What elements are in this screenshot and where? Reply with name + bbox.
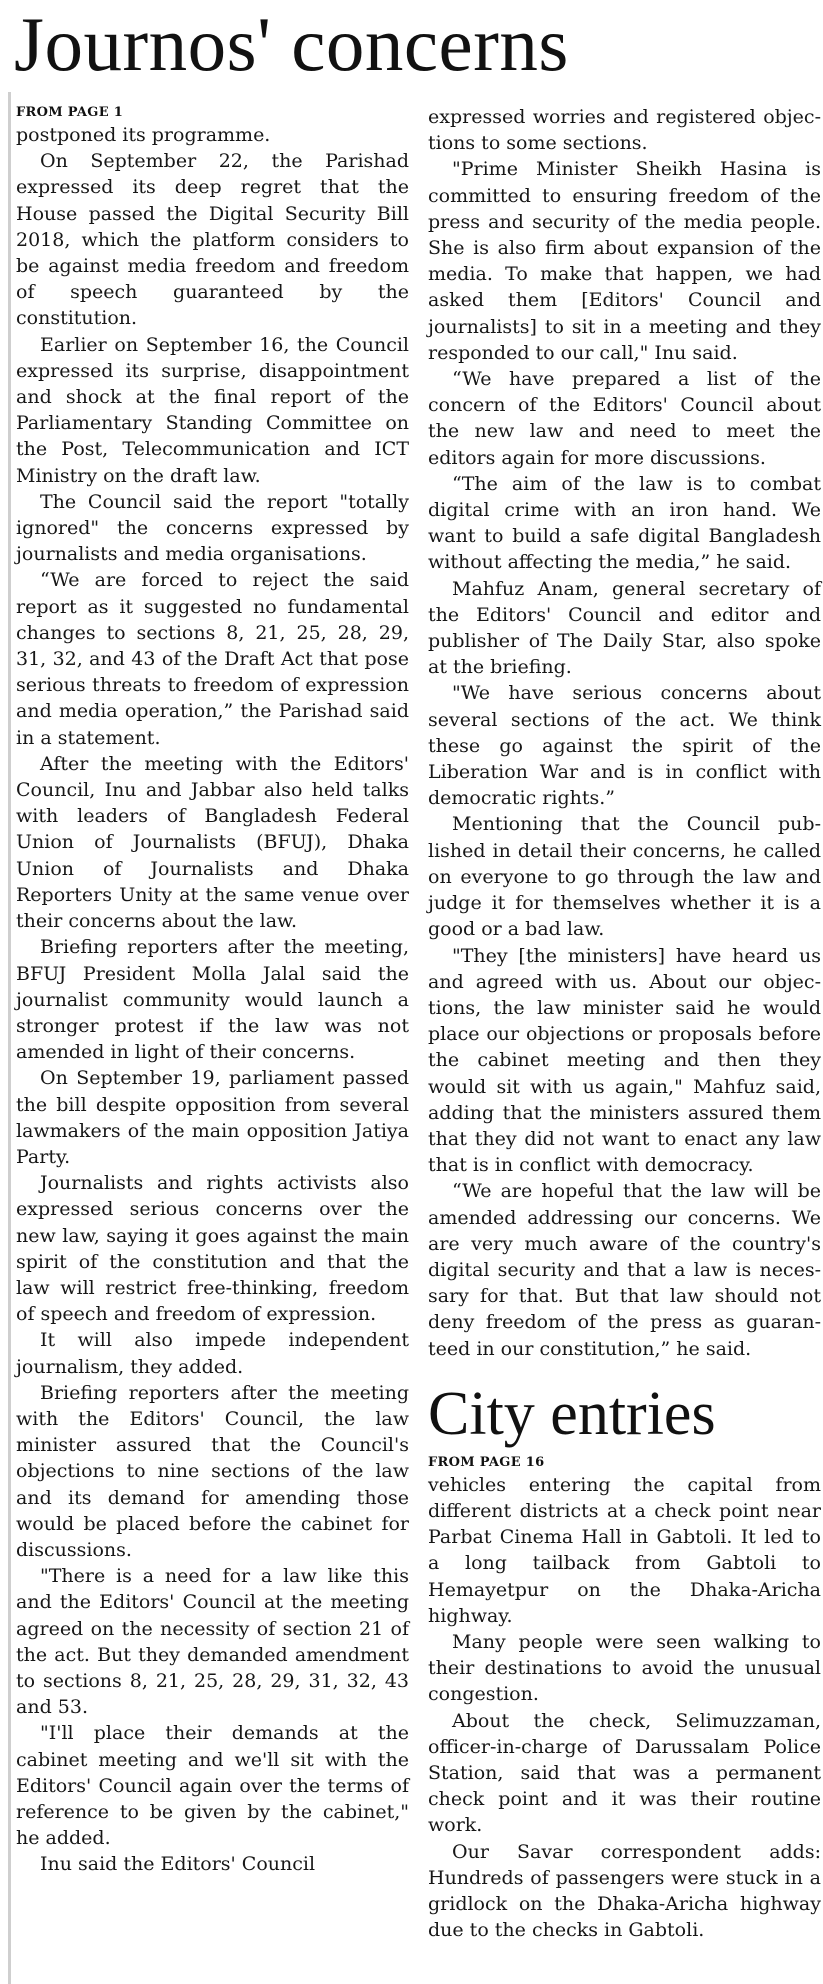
article-column-right xyxy=(428,104,821,1943)
paragraph: Many people were seen walking to their destinations to avoid the unusual congestion. xyxy=(428,1630,821,1706)
paragraph: Our Savar correspondent adds: Hundreds of passengers were stuck in a gridlock on the Dhaka-Aricha highway due to the checks in Gabtoli. xyxy=(428,1840,821,1942)
paragraph: “We are hopeful that the law will be amended addressing our concerns. We are very much aware of the country's digital security and that a law is necessary for that. But that law should not deny freedom of the press as guaranteed in our constitution,” he said. xyxy=(428,1180,821,1360)
headline-journos-concerns: Journos' concerns xyxy=(14,1,569,87)
paragraph: About the check, Selimuzzaman, officer-in-charge of Darussalam Police Station, said that was a permanent check point and it was their routine work. xyxy=(428,1709,821,1837)
paragraph: Journalists and rights activists also expressed serious concerns over the new law, saying it goes against the main spirit of the constitution and that the law will restrict free-thinking, freedom of speech and freedom of expression. xyxy=(16,1172,409,1326)
paragraph: “We are forced to reject the said report as it suggested no fundamental changes to sections 8, 21, 25, 28, 29, 31, 32, and 43 of the Draft Act that pose serious threats to freedom of expression and media operation,” the Parishad said in a statement. xyxy=(16,569,409,749)
paragraph: Inu said the Editors' Council xyxy=(40,1853,316,1876)
paragraph: The Council said the report "totally ignored" the concerns expressed by journalists and media organisations. xyxy=(16,490,409,566)
paragraph: Briefing reporters after the meeting, BFUJ President Molla Jalal said the journalist community would launch a stronger protest if the law was not amended in light of their concerns. xyxy=(16,936,409,1064)
paragraph: "We have serious concerns about several sections of the act. We think these go against the spirit of the Liberation War and is in conflict with democratic rights.” xyxy=(428,682,821,810)
paragraph: vehicles entering the capital from different districts at a check point near Parbat Cinema Hall in Gabtoli. It led to a long tailback from Gabtoli to Hemayetpur on the Dhaka-Aricha highway. xyxy=(428,1473,821,1627)
paragraph: "I'll place their demands at the cabinet meeting and we'll sit with the Editors' Council again over the terms of reference to be given by the cabinet," he added. xyxy=(16,1722,409,1850)
paragraph: It will also impede independent journalism, they added. xyxy=(16,1329,409,1378)
paragraph: “The aim of the law is to combat digital crime with an iron hand. We want to build a safe digital Bangladesh without affecting the media,” he said. xyxy=(428,472,821,574)
paragraph: "They [the ministers] have heard us and agreed with us. About our objections, the law minister said he would place our objections or proposals before the cabinet meeting and then they would sit with us again," Mahfuz said, adding that the ministers assured them that they did not want to enact any law that is in conflict with democracy. xyxy=(428,944,821,1177)
jump-line: FROM PAGE 16 xyxy=(428,1454,545,1470)
paragraph: "There is a need for a law like this and the Editors' Council at the meeting agreed on the necessity of section 21 of the act. But they demanded amendment to sections 8, 21, 25, 28, 29, 31, 32, 43 and 53. xyxy=(16,1565,409,1719)
paragraph: “We have prepared a list of the concern of the Editors' Council about the new law and need to meet the editors again for more discussions. xyxy=(428,368,821,469)
column-rule xyxy=(8,92,11,1984)
paragraph: After the meeting with the Editors' Council, Inu and Jabbar also held talks with leaders of Bangladesh Federal Union of Journalists (BFUJ), Dhaka Union of Journalists and Dhaka Reporters Unity at the same venue over their concerns about the law. xyxy=(16,752,409,933)
jump-line: FROM PAGE 1 xyxy=(16,105,124,120)
headline-city-entries: City entries xyxy=(428,1379,716,1448)
paragraph: expressed worries and registered objections to some sections. xyxy=(428,106,821,155)
paragraph: Mahfuz Anam, general secretary of the Editors' Council and editor and publisher of The Daily Star, also spoke at the briefing. xyxy=(428,577,821,679)
paragraph: Mentioning that the Council published in detail their concerns, he called on everyone to go through the law and judge it for themselves whether it is a good or a bad law. xyxy=(428,813,821,941)
paragraph: On September 22, the Parishad expressed its deep regret that the House passed the Digital Security Bill 2018, which the platform considers to be against media freedom and freedom of speech guaranteed by the constitution. xyxy=(16,150,409,330)
paragraph: postponed its programme. xyxy=(16,124,271,146)
article-column-left xyxy=(16,104,409,1878)
paragraph: Earlier on September 16, the Council expressed its surprise, disappointment and shock at the final report of the Parliamentary Standing Committee on the Post, Telecommunication and ICT Ministry on the draft law. xyxy=(16,333,409,487)
paragraph: On September 19, parliament passed the bill despite opposition from several lawmakers of the main opposition Jatiya Party. xyxy=(16,1067,409,1168)
paragraph: Briefing reporters after the meeting with the Editors' Council, the law minister assured that the Council's objections to nine sections of the law and its demand for amending those would be placed before the cabinet for discussions. xyxy=(16,1381,409,1561)
paragraph: "Prime Minister Sheikh Hasina is committed to ensuring freedom of the press and security of the media people. She is also firm about expansion of the media. To make that happen, we had asked them [Editors' Council and journalists] to sit in a meeting and they responded to our call," Inu said. xyxy=(428,158,821,364)
